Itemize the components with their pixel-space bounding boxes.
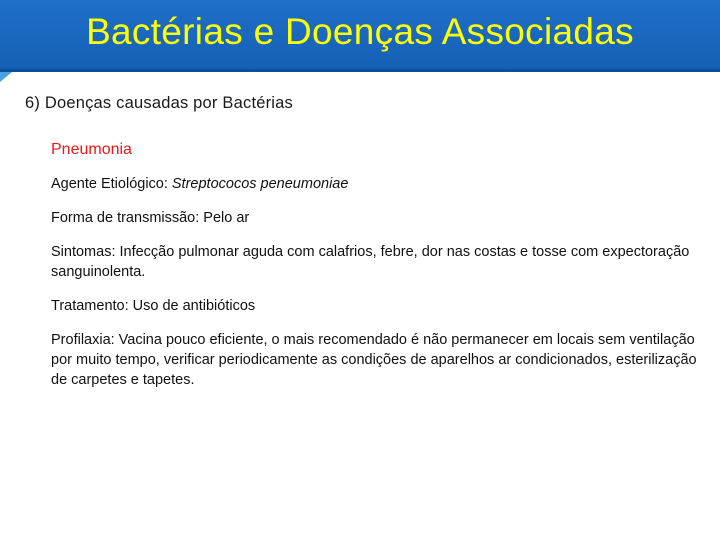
agent-label: Agente Etiológico: xyxy=(51,176,168,192)
agent-value: Streptococos peneumoniae xyxy=(171,176,349,192)
prophylaxis-label: Profilaxia: xyxy=(51,332,115,348)
transmission-paragraph xyxy=(51,208,706,228)
treatment-label: Tratamento: xyxy=(51,298,129,314)
transmission-label: Forma de transmissão: xyxy=(51,210,200,226)
section-heading: 6) Doenças causadas por Bactérias xyxy=(25,94,293,112)
transmission-value: Pelo ar xyxy=(203,210,250,226)
slide-title: Bactérias e Doenças Associadas xyxy=(86,11,634,52)
treatment-value: Uso de antibióticos xyxy=(132,298,256,314)
agent-paragraph xyxy=(51,174,706,194)
prophylaxis-value: Vacina pouco eficiente, o mais recomendado é não permanecer em locais sem ventilação por muito tempo, verificar periodicamente as condições de aparelhos ar condicionados, esterilização de carpetes e tapetes. xyxy=(51,332,697,388)
content-body xyxy=(51,140,706,404)
disease-name: Pneumonia xyxy=(51,141,132,158)
symptoms-label: Sintomas: xyxy=(51,244,116,260)
prophylaxis-paragraph xyxy=(51,330,706,390)
symptoms-paragraph xyxy=(51,242,706,282)
treatment-paragraph xyxy=(51,296,706,316)
title-accent xyxy=(0,72,12,82)
symptoms-value: Infecção pulmonar aguda com calafrios, febre, dor nas costas e tosse com expectoração sanguinolenta. xyxy=(51,244,690,280)
title-bar xyxy=(0,0,720,72)
